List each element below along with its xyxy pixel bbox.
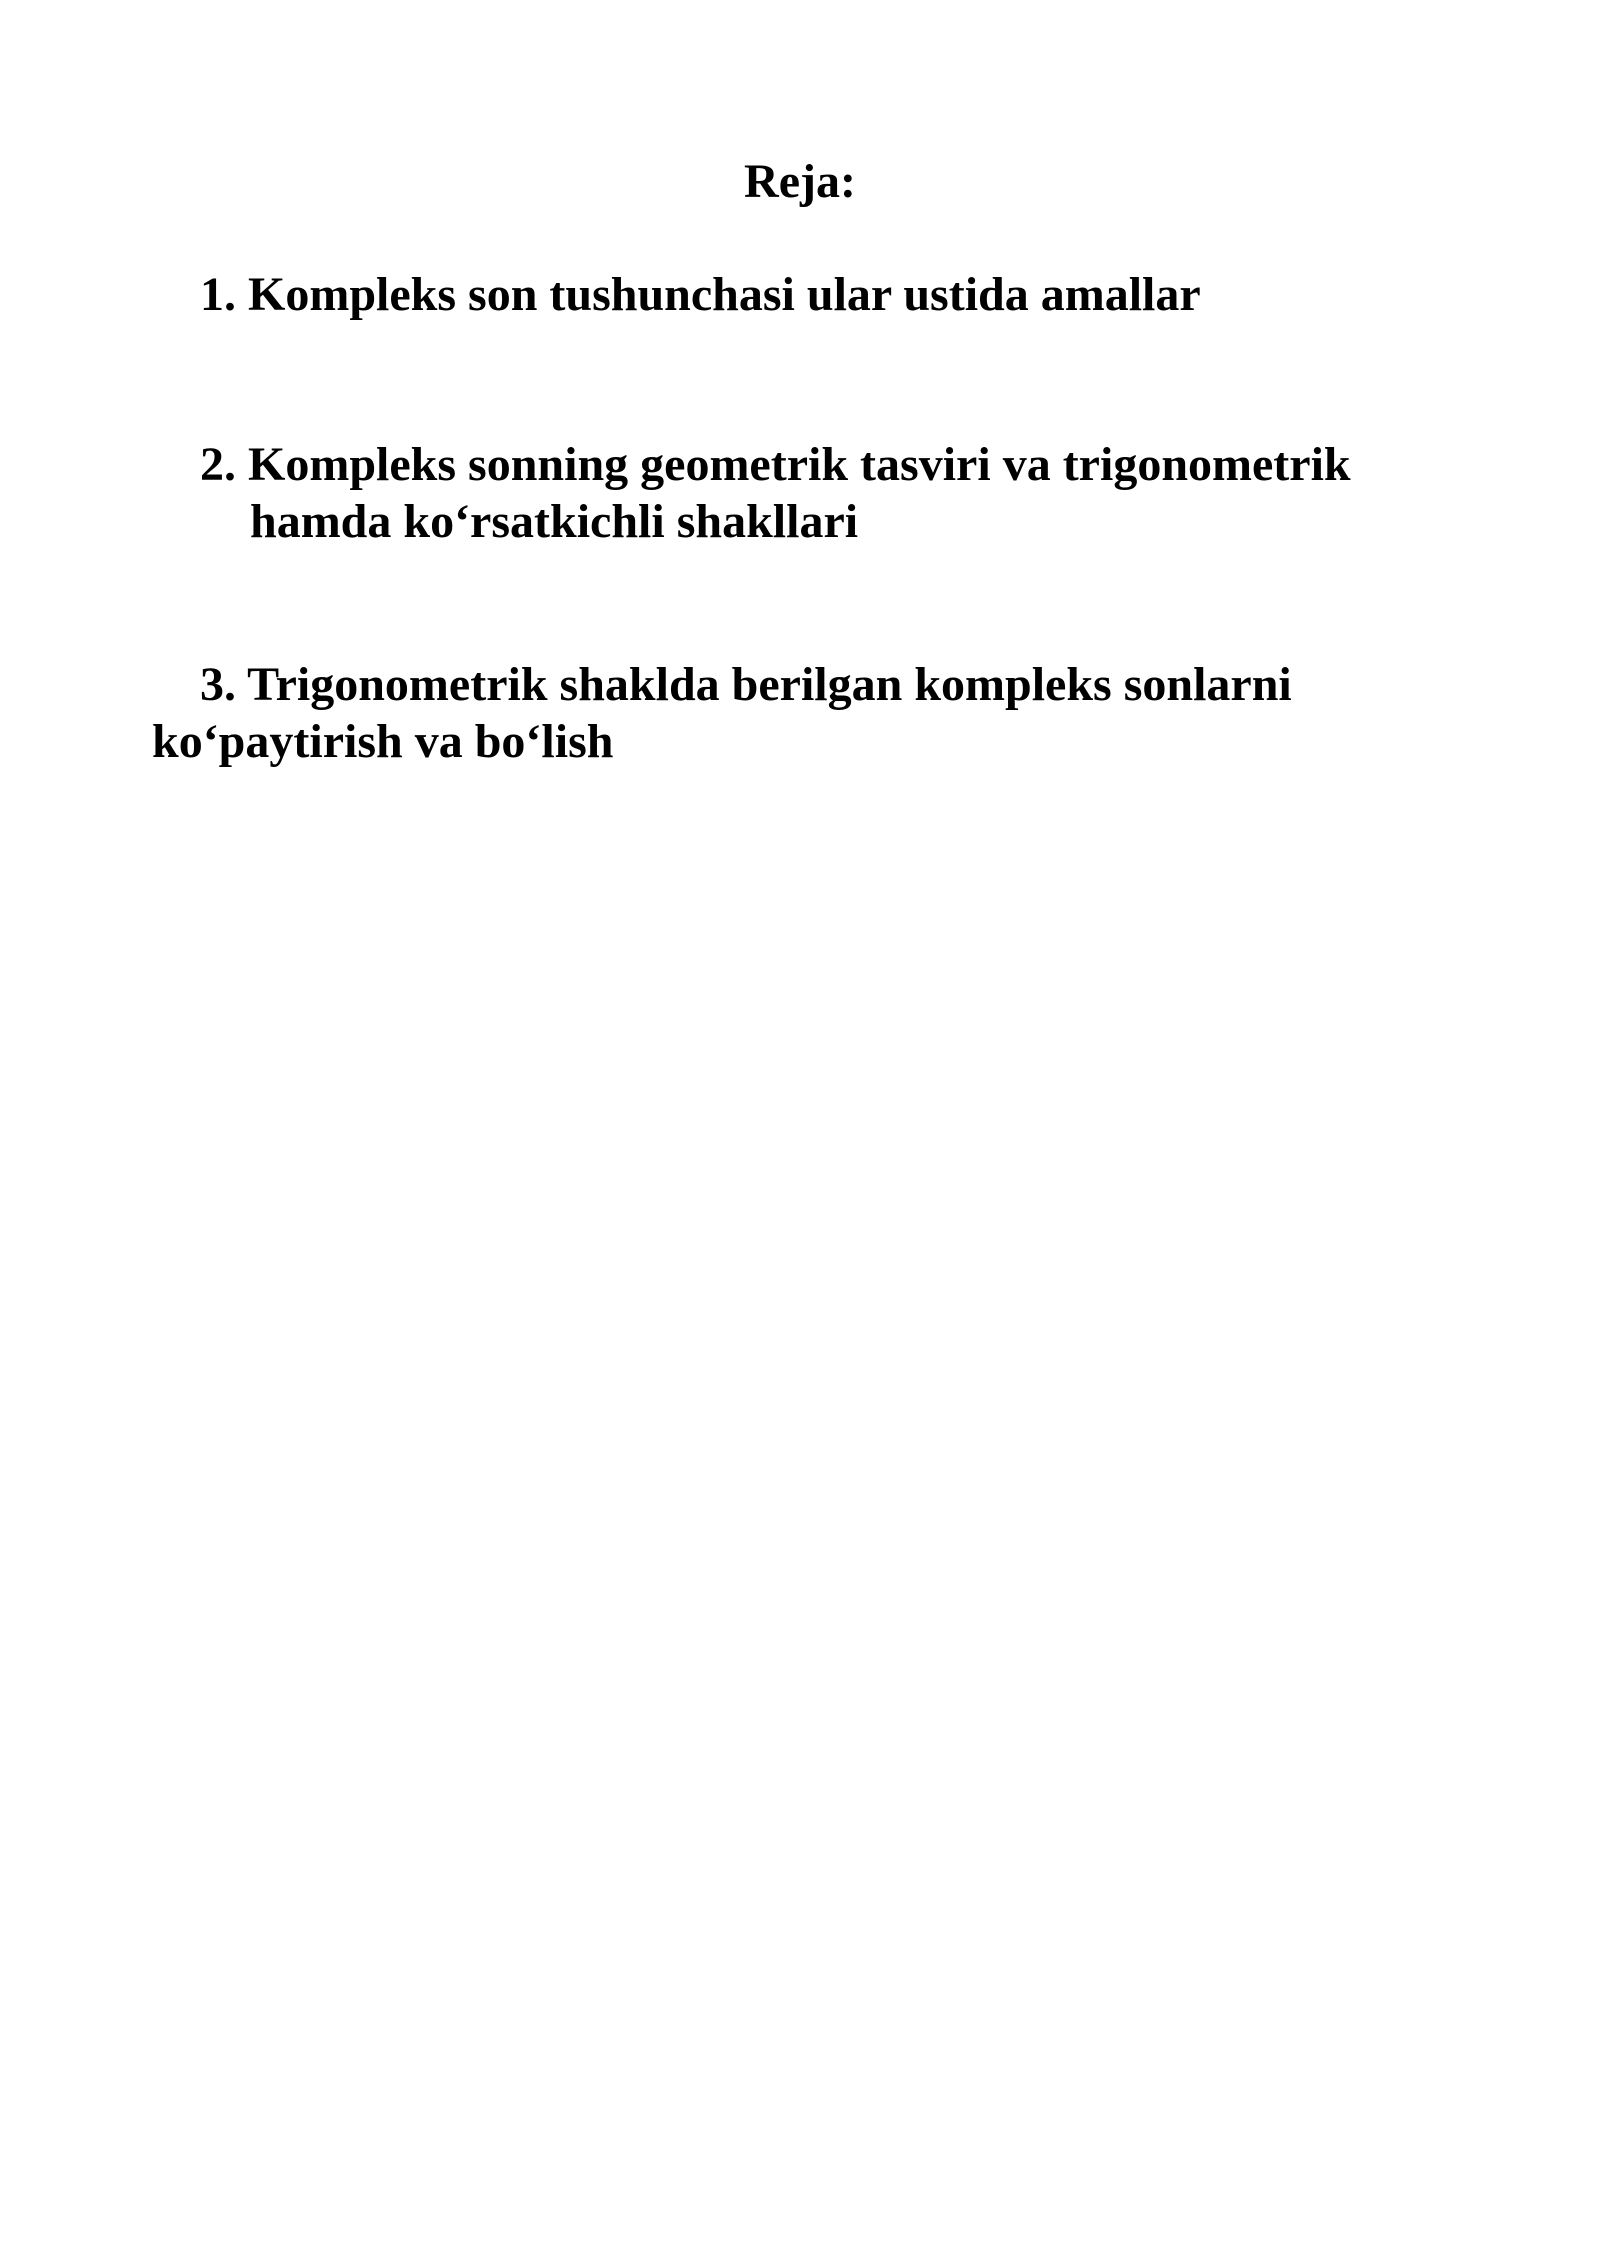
plan-item-text: Trigonometrik shaklda berilgan kompleks sonlarni xyxy=(247,658,1292,711)
plan-item-2 xyxy=(200,436,1351,550)
plan-item-text: Kompleks sonning geometrik tasviri va trigonometrik xyxy=(248,438,1351,491)
plan-item-number: 2. xyxy=(200,438,236,491)
plan-item-3-continuation: ko‘paytirish va bo‘lish xyxy=(152,715,614,768)
plan-item-text: Kompleks son tushunchasi ular ustida amallar xyxy=(248,268,1201,321)
plan-item-3 xyxy=(200,656,1292,713)
plan-item-number: 3. xyxy=(200,658,236,711)
plan-item-number: 1. xyxy=(200,268,236,321)
plan-item-1 xyxy=(200,266,1201,323)
plan-item-text-continuation: hamda ko‘rsatkichli shakllari xyxy=(250,495,859,548)
page-title: Reja: xyxy=(744,155,856,208)
